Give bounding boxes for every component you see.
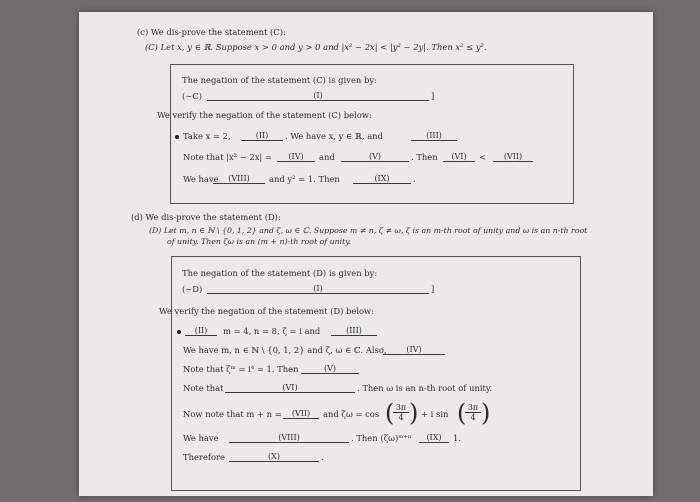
- blank-d-2[interactable]: (II): [185, 326, 217, 336]
- frac-sin-num: 3π: [465, 403, 481, 413]
- c-line3-text-b: and y² = 1. Then: [269, 174, 340, 184]
- d-line6-text-b: . Then (ζω)ᵐ⁺ⁿ: [351, 433, 412, 443]
- blank-d-7[interactable]: (VII): [283, 409, 319, 419]
- d-line1-text-a: m = 4, n = 8, ζ = i and: [223, 326, 321, 336]
- negation-d-intro: The negation of the statement (D) is given by:: [182, 268, 378, 278]
- frac-cos-num: 3π: [393, 403, 409, 413]
- negation-c-label: (∼C): [182, 91, 202, 101]
- blank-d-6[interactable]: (VI): [225, 383, 355, 393]
- bracket-d: ]: [431, 284, 435, 294]
- part-c-heading: (c) We dis-prove the statement (C):: [137, 27, 286, 37]
- blank-d-3[interactable]: (III): [331, 326, 377, 336]
- c-line2-text-a: Note that |x² − 2x| =: [183, 152, 272, 162]
- c-line3-text-a: We have: [183, 174, 219, 184]
- d-line6-text-c: 1.: [453, 433, 461, 443]
- blank-d-9[interactable]: (IX): [419, 433, 449, 443]
- blank-c-1[interactable]: (I): [207, 91, 429, 101]
- d-line4-text-a: Note that: [183, 383, 224, 393]
- paren-open-cos: (: [385, 399, 395, 427]
- d-line2-text-a: We have m, n ∈ ℕ \ {0, 1, 2} and ζ, ω ∈ ℂ. Also,: [183, 345, 387, 355]
- blank-c-6[interactable]: (VI): [443, 152, 475, 162]
- paren-open-sin: (: [457, 399, 467, 427]
- negation-d-label: (∼D): [182, 284, 203, 294]
- verify-d-intro: We verify the negation of the statement (D) below:: [159, 306, 375, 316]
- c-line2-text-c: . Then: [411, 152, 438, 162]
- blank-c-9[interactable]: (IX): [353, 174, 411, 184]
- statement-c: (C) Let x, y ∈ ℝ. Suppose x > 0 and y > 0 and |x² − 2x| < |y² − 2y|. Then x² ≤ y².: [145, 42, 487, 52]
- frac-cos-den: 4: [398, 413, 404, 422]
- blank-c-3[interactable]: (III): [411, 131, 457, 141]
- d-line7-text-b: .: [321, 452, 324, 462]
- blank-d-5[interactable]: (V): [301, 364, 359, 374]
- blank-c-4[interactable]: (IV): [277, 152, 315, 162]
- paren-close-sin: ): [481, 399, 491, 427]
- part-d-heading: (d) We dis-prove the statement (D):: [131, 212, 281, 222]
- d-line3-text-a: Note that ζᵐ = i⁴ = 1. Then: [183, 364, 299, 374]
- fraction-cos: [393, 403, 409, 422]
- d-line6-text-a: We have: [183, 433, 219, 443]
- blank-d-4[interactable]: (IV): [383, 345, 445, 355]
- blank-d-8[interactable]: (VIII): [229, 433, 349, 443]
- bullet-c: [175, 135, 179, 139]
- statement-d-line1: (D) Let m, n ∈ ℕ \ {0, 1, 2} and ζ, ω ∈ ℂ. Suppose m ≠ n, ζ ≠ ω, ζ is an m-th root of unity and ω is an n-th root: [149, 226, 588, 235]
- frac-sin-den: 4: [470, 413, 476, 422]
- negation-c-intro: The negation of the statement (C) is given by:: [182, 75, 377, 85]
- blank-c-8[interactable]: (VIII): [213, 174, 265, 184]
- d-line7-text-a: Therefore: [183, 452, 225, 462]
- bracket-c: ]: [431, 91, 435, 101]
- c-line1-text-a: Take x = 2,: [183, 131, 231, 141]
- c-line1-text-b: . We have x, y ∈ ℝ, and: [285, 131, 383, 141]
- c-line3-text-c: .: [413, 174, 416, 184]
- c-line2-text-d: <: [479, 152, 487, 162]
- d-line5-text-c: + i sin: [421, 409, 449, 419]
- statement-d-line2: of unity. Then ζω is an (m + n)-th root of unity.: [167, 237, 352, 246]
- d-line5-text-a: Now note that m + n =: [183, 409, 282, 419]
- document-page: [79, 12, 653, 496]
- blank-c-2[interactable]: (II): [241, 131, 283, 141]
- blank-d-10[interactable]: (X): [229, 452, 319, 462]
- fraction-sin: [465, 403, 481, 422]
- d-line4-text-b: . Then ω is an n-th root of unity.: [357, 383, 493, 393]
- paren-close-cos: ): [409, 399, 419, 427]
- blank-c-7[interactable]: (VII): [493, 152, 533, 162]
- c-line2-text-b: and: [319, 152, 335, 162]
- verify-c-intro: We verify the negation of the statement (C) below:: [157, 110, 372, 120]
- bullet-d: [177, 330, 181, 334]
- blank-c-5[interactable]: (V): [341, 152, 409, 162]
- d-line5-text-b: and ζω = cos: [323, 409, 380, 419]
- blank-d-1[interactable]: (I): [207, 284, 429, 294]
